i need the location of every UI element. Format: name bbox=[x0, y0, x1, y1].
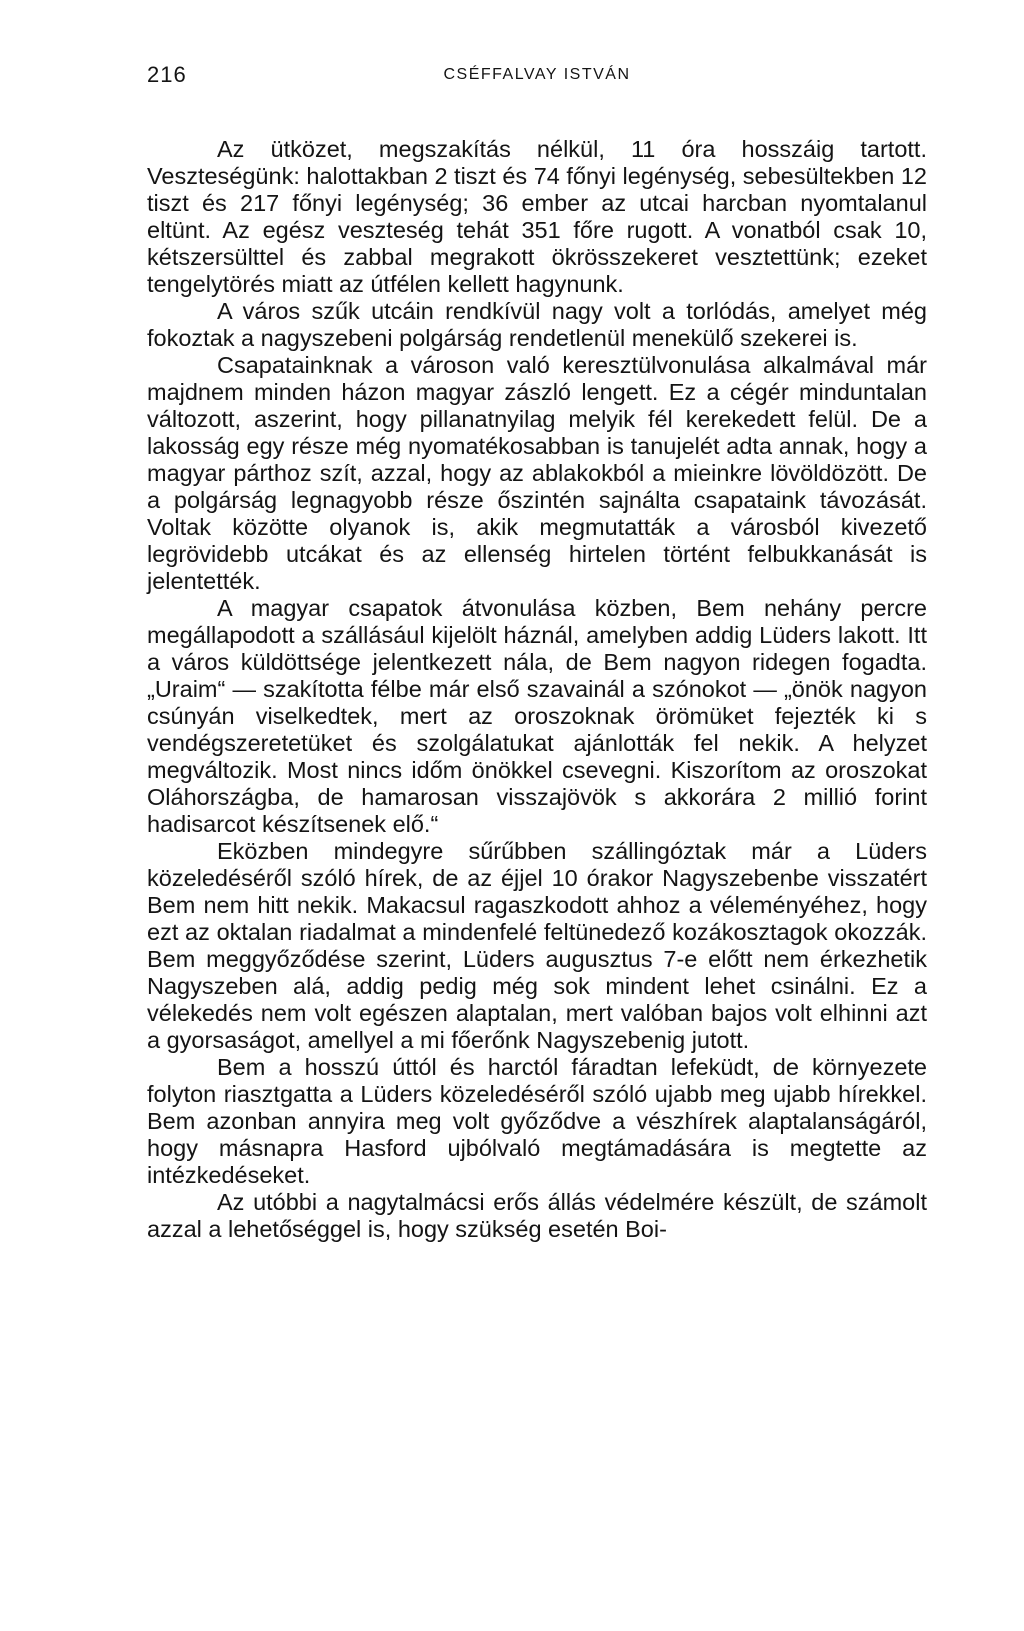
paragraph: Eközben mindegyre sűrűbben szállingóztak már a Lüders közeledéséről szóló hírek, de az éjjel 10 órakor Nagyszebenbe visszatért Bem nem hitt nekik. Makacsul ragaszkodott ahhoz a véleményéhez, hogy ezt az oktalan riadalmat a mindenfelé feltünedező kozákosztagok okozzák. Bem meggyőződése szerint, Lüders augusztus 7-e előtt nem érkezhetik Nagyszeben alá, addig pedig még sok mindent lehet csinálni. Ez a vélekedés nem volt egészen alaptalan, mert valóban bajos volt elhinni azt a gyorsaságot, amellyel a mi főerőnk Nagyszebenig jutott. bbox=[147, 838, 927, 1053]
body-text bbox=[147, 136, 927, 1243]
paragraph: A város szűk utcáin rendkívül nagy volt a torlódás, amelyet még fokoztak a nagyszebeni polgárság rendetlenül menekülő szekerei is. bbox=[147, 298, 927, 351]
paragraph: Az utóbbi a nagytalmácsi erős állás védelmére készült, de számolt azzal a lehetőséggel is, hogy szükség esetén Boi- bbox=[147, 1189, 927, 1242]
page-number: 216 bbox=[147, 62, 187, 87]
paragraph: A magyar csapatok átvonulása közben, Bem nehány percre megállapodott a szállásául kijelölt háznál, amelyben addig Lüders lakott. Itt a város küldöttsége jelentkezett nála, de Bem nagyon ridegen fogadta. „Uraim“ — szakította félbe már első szavainál a szónokot — „önök nagyon csúnyán viselkedtek, mert az oroszoknak örömüket fejezték ki s vendégszeretetüket és szolgálatukat ajánlották fel nekik. A helyzet megváltozik. Most nincs időm önökkel csevegni. Kiszorítom az oroszokat Oláhországba, de hamarosan visszajövök s akkorára 2 millió forint hadisarcot készítsenek elő.“ bbox=[147, 595, 927, 837]
running-header bbox=[147, 58, 927, 88]
paragraph: Csapatainknak a városon való keresztülvonulása alkalmával már majdnem minden házon magyar zászló lengett. Ez a cégér minduntalan változott, aszerint, hogy pillanatnyilag melyik fél kerekedett felül. De a lakosság egy része még nyomatékosabban is tanujelét adta annak, hogy a magyar párthoz szít, azzal, hogy az ablakokból a mieinkre lövöldözött. De a polgárság legnagyobb része őszintén sajnálta csapataink távozását. Voltak közötte olyanok is, akik megmutatták a városból kivezető legrövidebb utcákat és az ellenség hirtelen történt felbukkanását is jelentették. bbox=[147, 352, 927, 594]
running-title: CSÉFFALVAY ISTVÁN bbox=[443, 66, 631, 83]
paragraph: Az ütközet, megszakítás nélkül, 11 óra hosszáig tartott. Veszteségünk: halottakban 2 tiszt és 74 főnyi legénység, sebesültekben 12 tiszt és 217 főnyi legénység; 36 ember az utcai harcban nyomtalanul eltünt. Az egész veszteség tehát 351 főre rugott. A vonatból csak 10, kétszersülttel és zabbal megrakott ökrösszekeret vesztettünk; ezeket tengelytörés miatt az útfélen kellett hagynunk. bbox=[147, 136, 927, 297]
paragraph: Bem a hosszú úttól és harctól fáradtan lefeküdt, de környezete folyton riasztgatta a Lüders közeledéséről szóló ujabb meg ujabb hírekkel. Bem azonban annyira meg volt győződve a vészhírek alaptalanságáról, hogy másnapra Hasford ujbólvaló megtámadására is megtette az intézkedéseket. bbox=[147, 1054, 927, 1188]
